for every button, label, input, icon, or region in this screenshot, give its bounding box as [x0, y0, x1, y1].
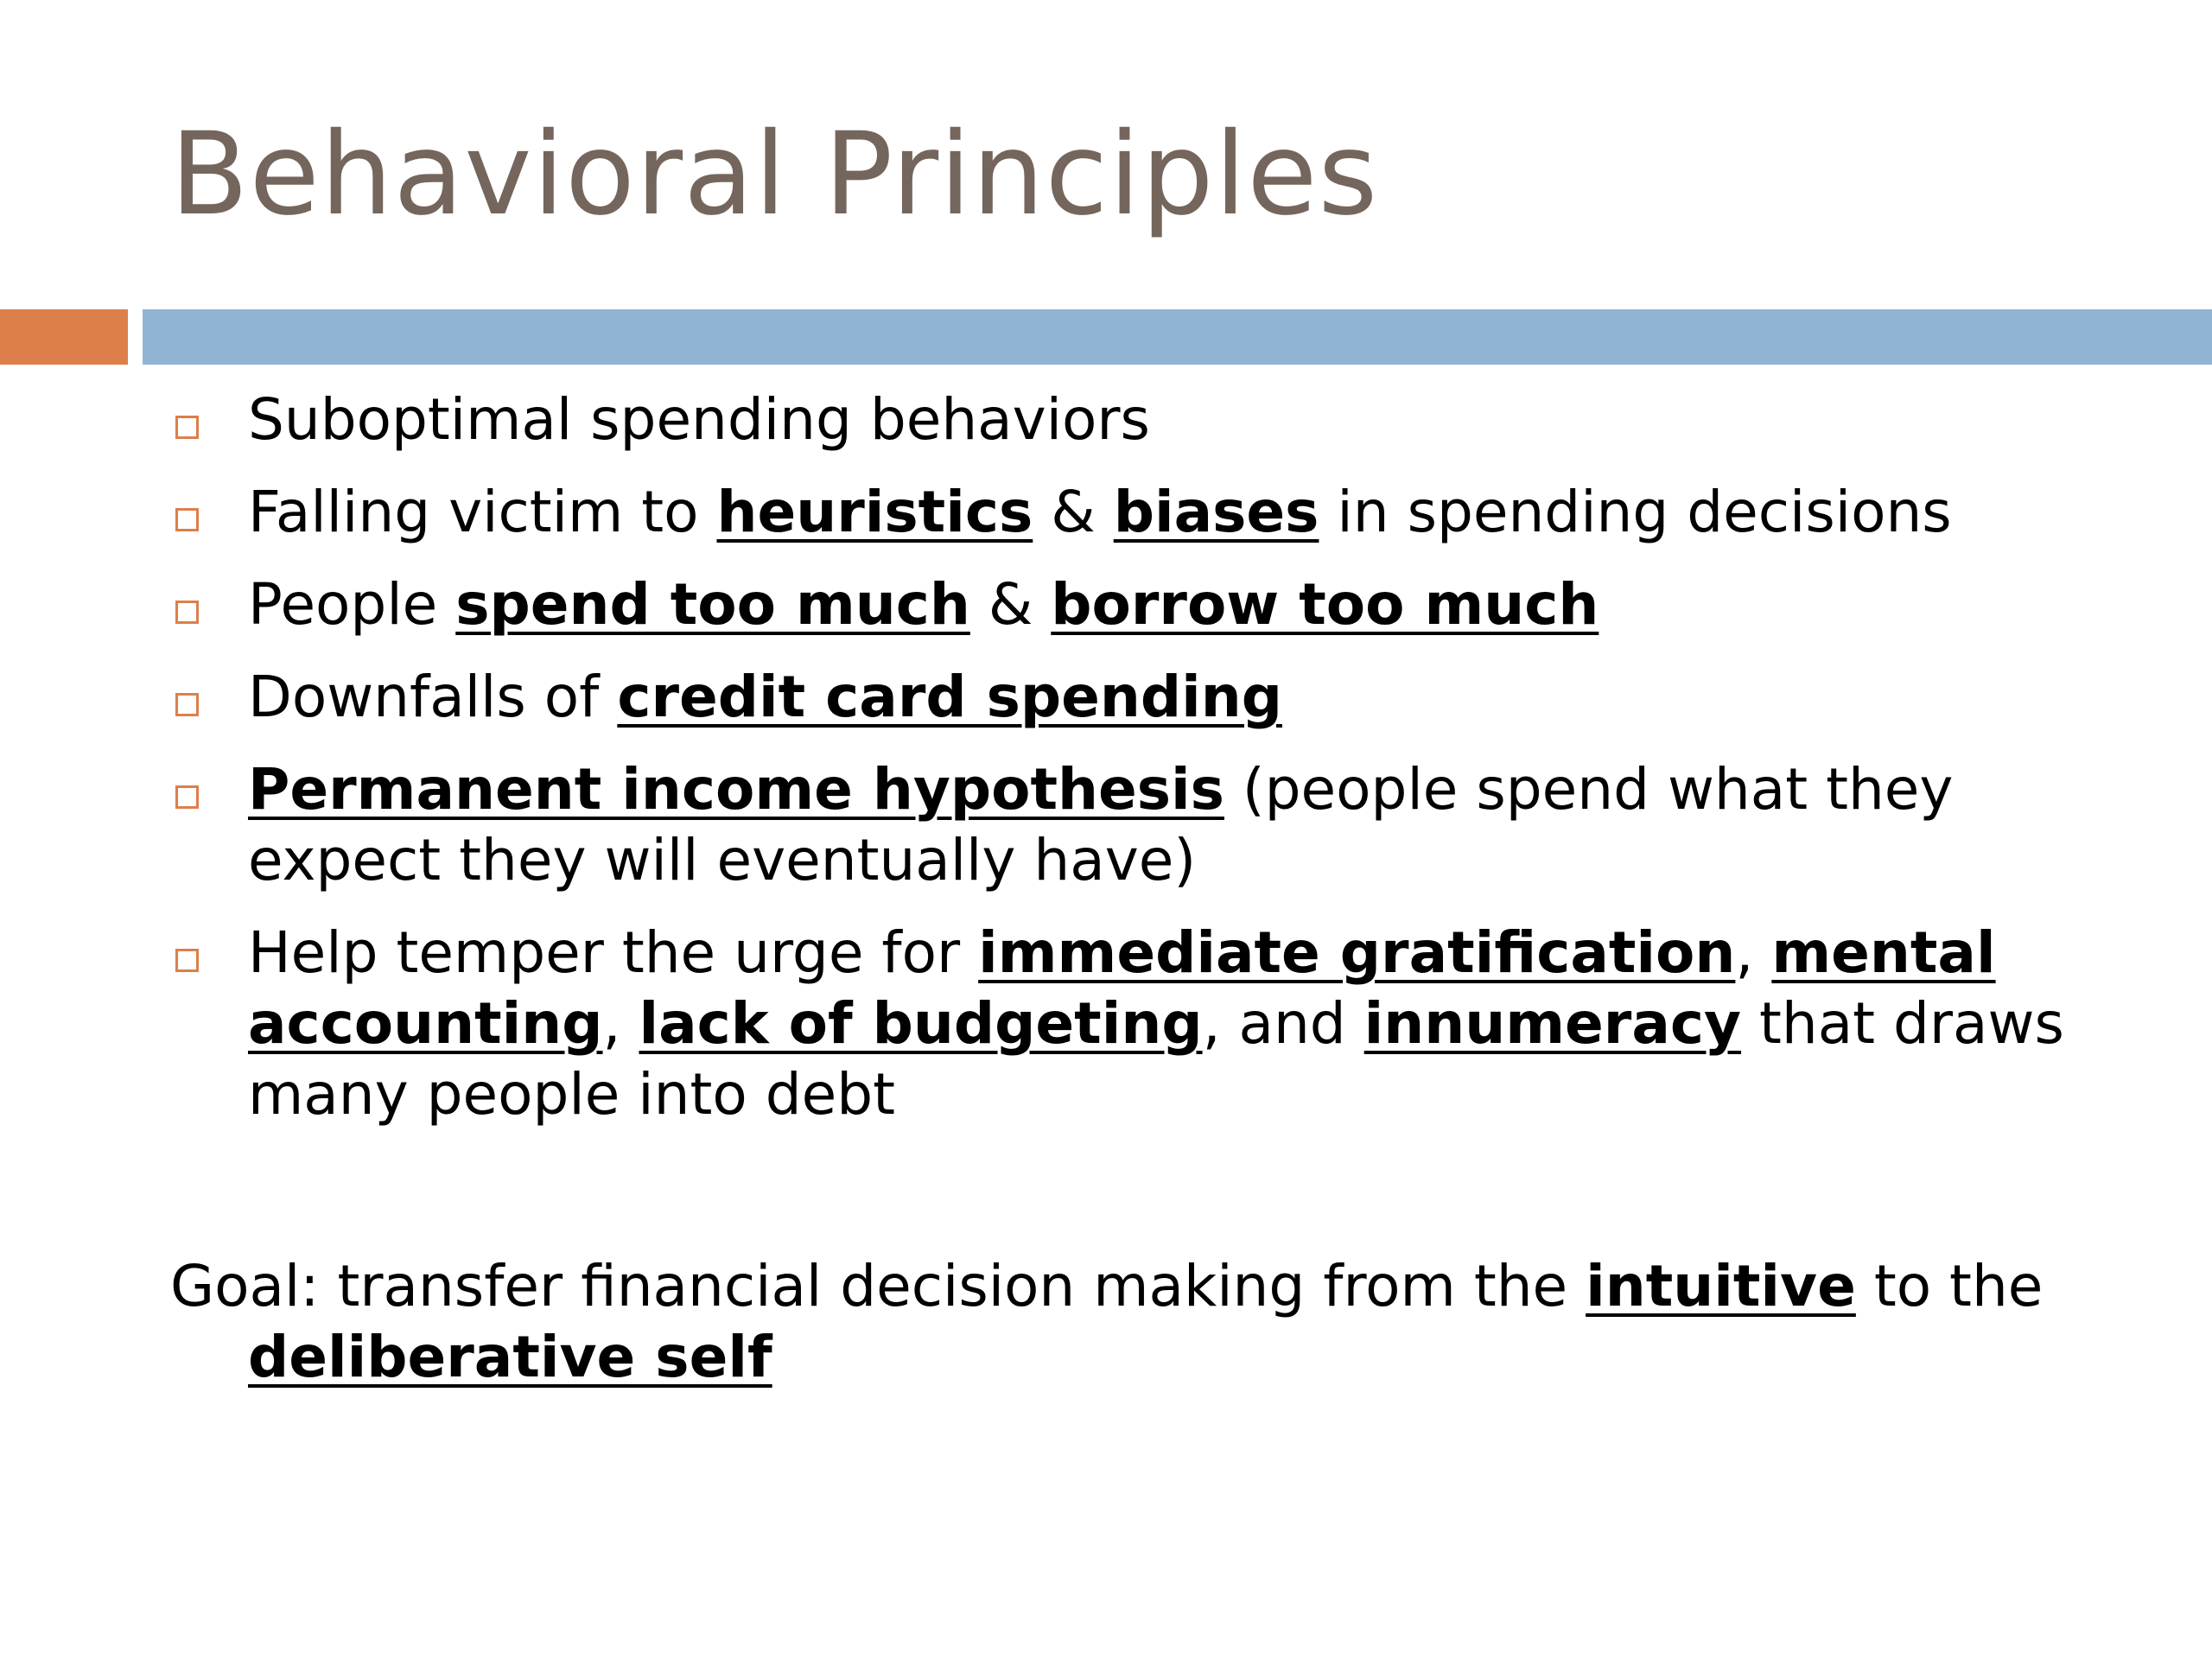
text-run: to the: [1855, 1253, 2044, 1319]
square-bullet-icon: [175, 949, 199, 972]
emphasized-term: lack of budgeting: [639, 990, 1203, 1057]
bullet-item: [170, 662, 2114, 733]
square-bullet-icon: [175, 508, 199, 531]
bullet-text: [248, 571, 1599, 638]
text-run: ,: [1735, 919, 1772, 986]
text-run: Help temper the urge for: [248, 919, 979, 986]
bullet-item: [170, 754, 2114, 896]
square-bullet-icon: [175, 416, 199, 439]
emphasized-term: deliberative self: [248, 1324, 772, 1390]
slide-title: Behavioral Principles: [170, 108, 1379, 241]
text-run: People: [248, 571, 456, 638]
text-run: Suboptimal spending behaviors: [248, 386, 1150, 453]
emphasized-term: intuitive: [1586, 1253, 1856, 1319]
emphasized-term: spend too much: [455, 571, 970, 638]
bullet-text: [248, 664, 1282, 730]
emphasized-term: mental accounting: [248, 919, 1996, 1057]
emphasized-term: innumeracy: [1363, 990, 1742, 1057]
bullet-item: [170, 477, 2114, 548]
bullet-text: [248, 386, 1150, 453]
emphasized-term: borrow too much: [1051, 571, 1599, 638]
text-run: in spending decisions: [1319, 479, 1952, 545]
emphasized-term: immediate gratification: [978, 919, 1736, 986]
title-rule-bar: [143, 309, 2212, 365]
bullet-item: [170, 569, 2114, 640]
text-run: ,: [602, 990, 639, 1057]
text-run: &: [1033, 479, 1114, 545]
emphasized-term: Permanent income hypothesis: [248, 756, 1224, 823]
square-bullet-icon: [175, 601, 199, 624]
text-run: Falling victim to: [248, 479, 717, 545]
text-run: Downfalls of: [248, 664, 618, 730]
bullet-item: [170, 918, 2114, 1130]
text-run: (people spend what they expect they will eventually have): [248, 756, 1954, 893]
text-run: &: [969, 571, 1052, 638]
square-bullet-icon: [175, 785, 199, 809]
emphasized-term: biases: [1113, 479, 1319, 545]
goal-statement: [170, 1251, 2192, 1393]
bullet-text: [248, 479, 1952, 545]
square-bullet-icon: [175, 693, 199, 716]
bullet-item: [170, 385, 2114, 455]
text-run: Goal: transfer financial decision making from the: [170, 1253, 1586, 1319]
emphasized-term: heuristics: [716, 479, 1033, 545]
text-run: that draws many people into debt: [248, 990, 2064, 1128]
title-accent-bar: [0, 309, 128, 365]
text-run: , and: [1202, 990, 1364, 1057]
bullet-text: [248, 919, 2064, 1128]
emphasized-term: credit card spending: [617, 664, 1282, 730]
bullet-text: [248, 756, 1953, 893]
bullet-list: [170, 385, 2114, 1152]
